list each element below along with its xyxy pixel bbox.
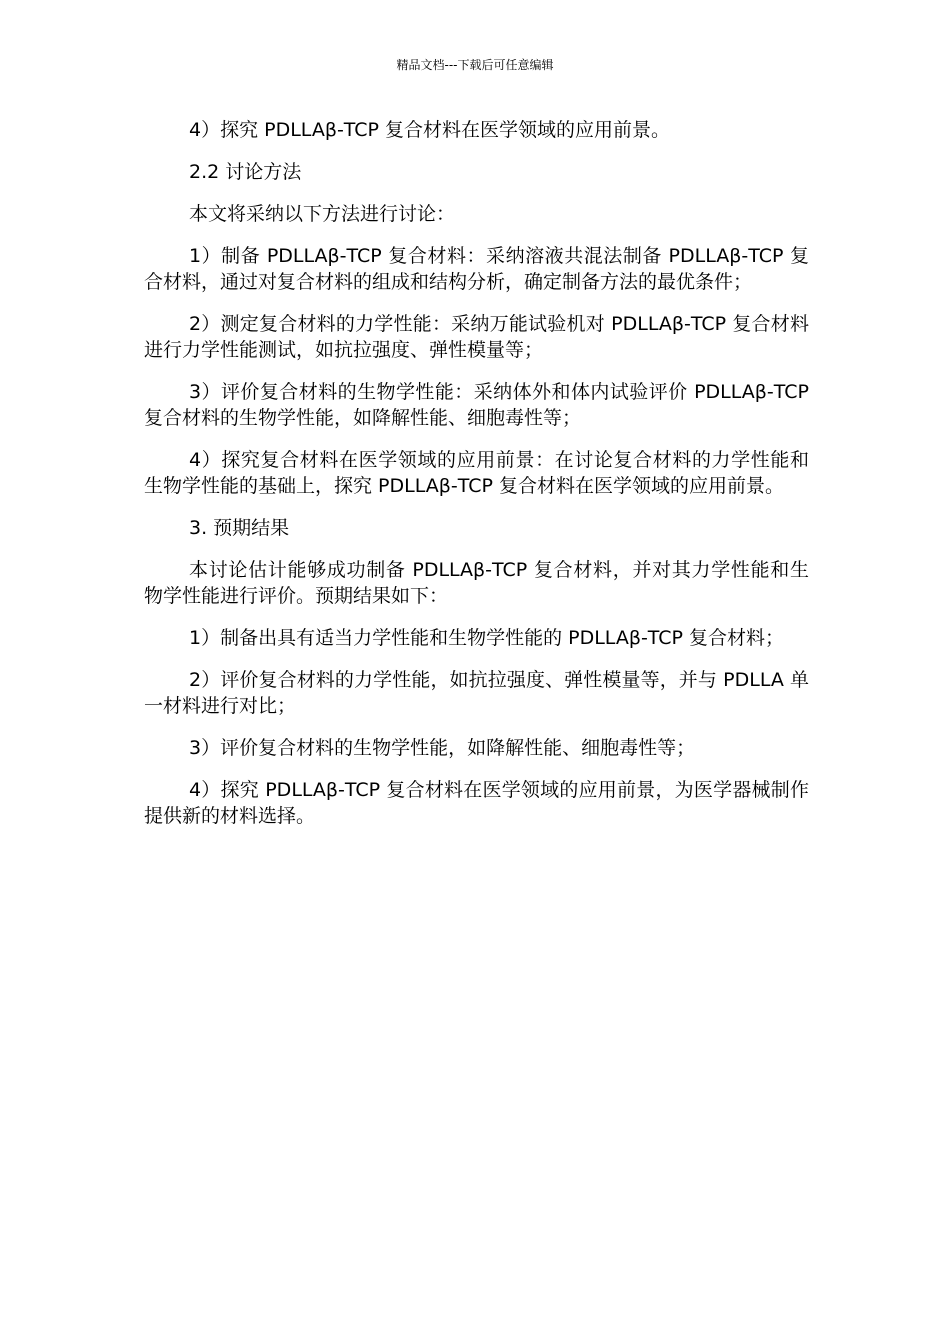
document-body — [144, 117, 809, 845]
section-heading-methods: 2.2 讨论方法 — [189, 161, 302, 183]
paragraph-results-intro: 本讨论估计能够成功制备 PDLLAβ-TCP 复合材料，并对其力学性能和生物学性能进行评价。预期结果如下： — [144, 559, 809, 607]
paragraph-result-3: 3）评价复合材料的生物学性能，如降解性能、细胞毒性等； — [189, 737, 696, 759]
section-heading-expected-results: 3. 预期结果 — [189, 517, 290, 539]
paragraph-result-1: 1）制备出具有适当力学性能和生物学性能的 PDLLAβ-TCP 复合材料； — [189, 627, 785, 649]
paragraph-result-2: 2）评价复合材料的力学性能，如抗拉强度、弹性模量等，并与 PDLLA 单一材料进行对比； — [144, 669, 809, 717]
paragraph-result-4: 4）探究 PDLLAβ-TCP 复合材料在医学领域的应用前景，为医学器械制作提供新的材料选择。 — [144, 779, 809, 827]
paragraph-methods-intro: 本文将采纳以下方法进行讨论： — [189, 203, 456, 225]
paragraph-method-1: 1）制备 PDLLAβ-TCP 复合材料：采纳溶液共混法制备 PDLLAβ-TCP 复合材料，通过对复合材料的组成和结构分析，确定制备方法的最优条件； — [144, 245, 809, 293]
paragraph-method-4: 4）探究复合材料在医学领域的应用前景：在讨论复合材料的力学性能和生物学性能的基础上，探究 PDLLAβ-TCP 复合材料在医学领域的应用前景。 — [144, 449, 809, 497]
paragraph-method-2: 2）测定复合材料的力学性能：采纳万能试验机对 PDLLAβ-TCP 复合材料进行力学性能测试，如抗拉强度、弹性模量等； — [144, 313, 809, 361]
page-header: 精品文档---下载后可任意编辑 — [396, 58, 554, 72]
paragraph-method-3: 3）评价复合材料的生物学性能：采纳体外和体内试验评价 PDLLAβ-TCP 复合材料的生物学性能，如降解性能、细胞毒性等； — [144, 381, 809, 429]
paragraph-objective-4: 4）探究 PDLLAβ-TCP 复合材料在医学领域的应用前景。 — [189, 119, 671, 141]
